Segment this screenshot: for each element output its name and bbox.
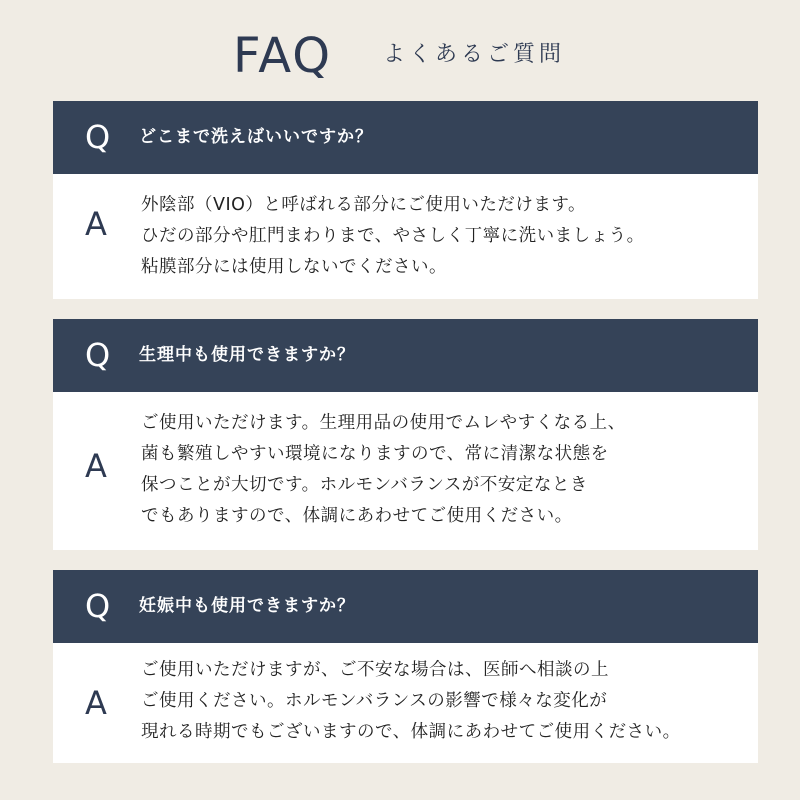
question-text: どこまで洗えばいいですか？ — [139, 127, 373, 147]
answer-text — [141, 408, 626, 532]
page-title: FAQ — [233, 28, 332, 84]
answer-line: ひだの部分や肛門まわりまで、やさしく丁寧に洗いましょう。 — [141, 226, 645, 246]
question-bar — [53, 101, 758, 174]
answer-box — [53, 643, 758, 763]
answer-line: 外陰部（VIO）と呼ばれる部分にご使用いただけます。 — [141, 195, 587, 215]
question-mark-label: Q — [85, 336, 111, 374]
page-subtitle: よくあるご質問 — [383, 42, 566, 67]
answer-box — [53, 174, 758, 299]
answer-line: 保つことが大切です。ホルモンバランスが不安定なとき — [141, 475, 588, 495]
question-mark-label: Q — [85, 118, 111, 156]
question-bar — [53, 319, 758, 392]
answer-text — [141, 190, 645, 283]
answer-line: ご使用いただけます。生理用品の使用でムレやすくなる上、 — [141, 413, 626, 433]
question-text: 妊娠中も使用できますか？ — [139, 596, 355, 616]
answer-line: 現れる時期でもございますので、体調にあわせてご使用ください。 — [141, 722, 681, 742]
answer-line: 菌も繁殖しやすい環境になりますので、常に清潔な状態を — [141, 444, 609, 464]
answer-line: でもありますので、体調にあわせてご使用ください。 — [141, 506, 573, 526]
faq-item-2 — [53, 319, 758, 550]
question-mark-label: Q — [85, 587, 111, 625]
answer-text — [141, 655, 681, 748]
faq-header — [0, 24, 800, 84]
faq-item-1 — [53, 101, 758, 299]
answer-line: ご使用ください。ホルモンバランスの影響で様々な変化が — [141, 691, 608, 711]
answer-line: ご使用いただけますが、ご不安な場合は、医師へ相談の上 — [141, 660, 609, 680]
question-bar — [53, 570, 758, 643]
question-text: 生理中も使用できますか？ — [139, 345, 355, 365]
answer-mark-label: A — [85, 447, 107, 485]
answer-mark-label: A — [85, 205, 107, 243]
answer-box — [53, 392, 758, 550]
answer-line: 粘膜部分には使用しないでください。 — [141, 257, 447, 277]
faq-item-3 — [53, 570, 758, 763]
answer-mark-label: A — [85, 684, 107, 722]
